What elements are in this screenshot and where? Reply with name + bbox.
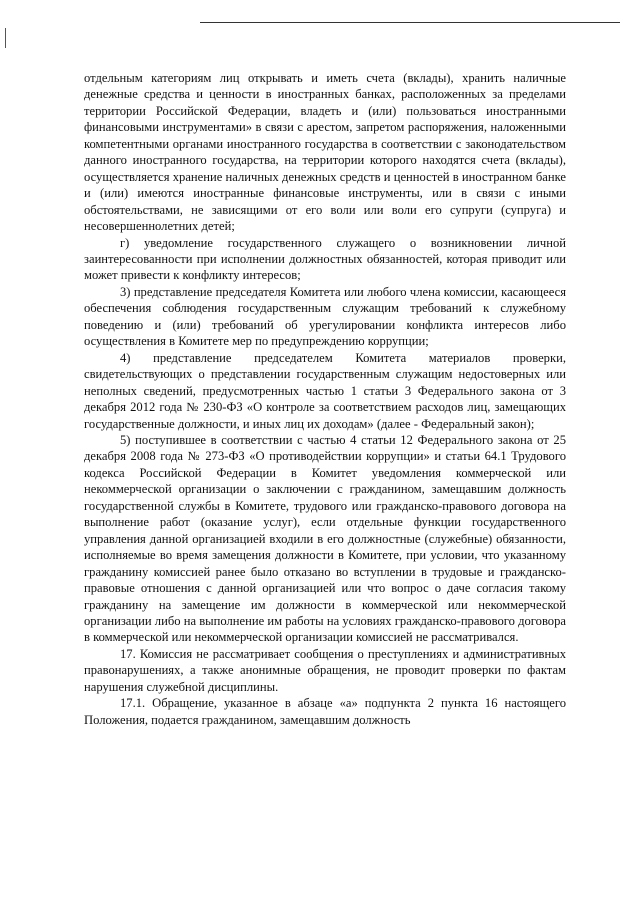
header-rule [200,22,620,23]
paragraph-clause-17: 17. Комиссия не рассматривает сообщения о преступлениях и административных правонарушениях, а также анонимные обращения, не проводит проверки по фактам нарушения служебной дисциплины. [84,646,566,694]
paragraph-continuation: отдельным категориям лиц открывать и иметь счета (вклады), хранить наличные денежные средства и ценности в иностранных банках, расположенных за пределами территории Российской Федерации, владеть и (или) пользоваться иностранными финансовыми инструментами» в связи с арестом, запретом распоряжения, наложенными компетентными органами иностранного государства в соответствии с законодательством данного иностранного государства, на территории которого находятся счета (вклады), осуществляется хранение наличных денежных средств и ценностей в иностранном банке и (или) имеются иностранные финансовые инструменты, или в связи с иными обстоятельствами, не зависящими от его воли или воли его супруги (супруга) и несовершеннолетних детей; [84,71,566,234]
paragraph-item-4: 4) представление председателем Комитета материалов проверки, свидетельствующих о представлении государственным служащим недостоверных или неполных сведений, предусмотренных частью 1 статьи 3 Федерального закона от 3 декабря 2012 года № 230-ФЗ «О контроле за соответствием расходов лиц, замещающих государственные должности, и иных лиц их доходам» (далее - Федеральный закон); [84,350,566,431]
paragraph-item-5: 5) поступившее в соответствии с частью 4 статьи 12 Федерального закона от 25 декабря 2008 года № 273-ФЗ «О противодействии коррупции» и статьи 64.1 Трудового кодекса Российской Федерации в Комитет уведомления коммерческой или некоммерческой организации о заключении с гражданином, замещавшим должность государственной службы в Комитете, трудового или гражданско-правового договора на выполнение работ (оказание услуг), если отдельные функции государственного управления данной организацией входили в его должностные (служебные) обязанности, исполняемые во время замещения должности в Комитете, при условии, что указанному гражданину комиссией ранее было отказано во вступлении в трудовые и гражданско-правовые отношения с данной организацией или что вопрос о даче согласия такому гражданину на замещение им должности в коммерческой или некоммерческой организации либо на выполнение им работы на условиях гражданско-правового договора в коммерческой или некоммерческой организации комиссией не рассматривался. [84,432,566,645]
paragraph-item-g: г) уведомление государственного служащего о возникновении личной заинтересованности при исполнении должностных обязанностей, которая приводит или может привести к конфликту интересов; [84,235,566,283]
left-margin-mark [5,28,6,48]
document-body [84,70,566,728]
paragraph-item-3: 3) представление председателя Комитета или любого члена комиссии, касающееся обеспечения соблюдения государственным служащим требований к служебному поведению и (или) требований об урегулировании конфликта интересов либо осуществления в Комитете мер по предупреждению коррупции; [84,284,566,349]
paragraph-clause-17-1: 17.1. Обращение, указанное в абзаце «а» подпункта 2 пункта 16 настоящего Положения, подается гражданином, замещавшим должность [84,696,566,727]
